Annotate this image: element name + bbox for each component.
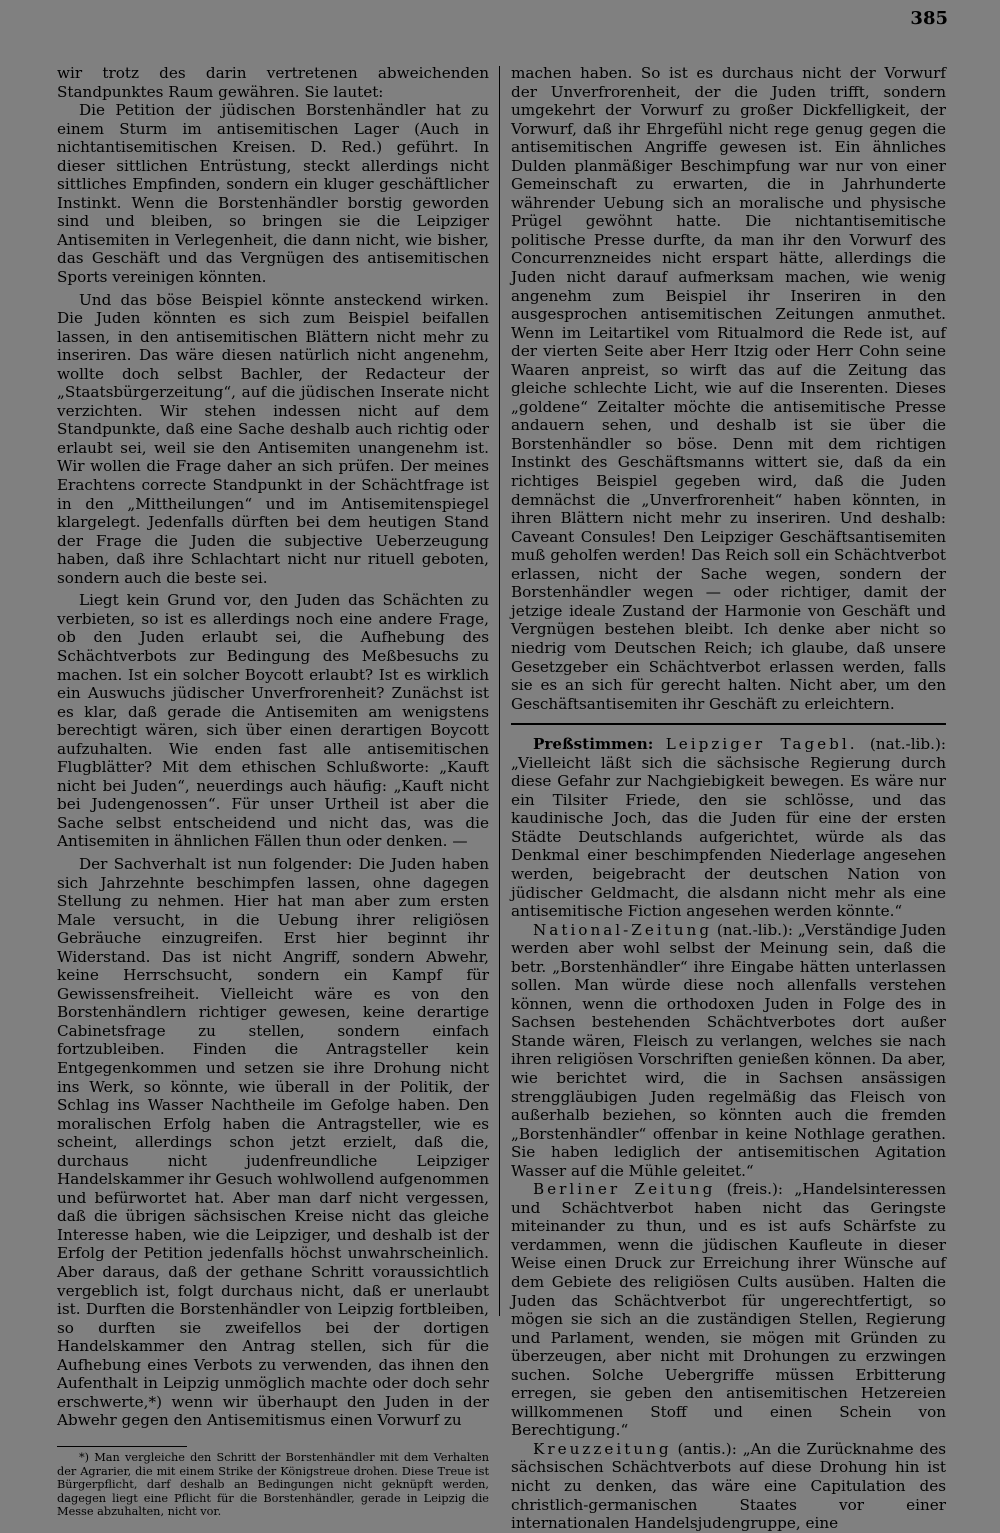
right-column xyxy=(511,64,946,1533)
press-entry xyxy=(511,735,946,920)
press-source-name: Berliner Zeitung xyxy=(533,1180,716,1199)
paragraph: Und das böse Beispiel könnte ansteckend wirken. Die Juden könnten es sich zum Beispiel beifallen lassen, in den antisemitischen Blättern nicht mehr zu inseriren. Das wäre diesen natürlich nicht angenehm, wollte doch selbst Bachler, der Redacteur der „Staatsbürgerzeitung“, auf die jüdischen Inserate nicht verzichten. Wir stehen indessen nicht auf dem Standpunkte, daß eine Sache deshalb auch richtig oder erlaubt sei, weil sie den Antisemiten unangenehm ist. Wir wollen die Frage daher an sich prüfen. Der meines Erachtens correcte Standpunkt in der Schächtfrage ist in den „Mittheilungen“ und im Antisemitenspiegel klargelegt. Jedenfalls dürften bei dem heutigen Stand der Frage die Juden die subjective Ueberzeugung haben, daß ihre Schlachtart nicht nur rituell geboten, sondern auch die beste sei. xyxy=(57,290,489,587)
press-source-name: Leipziger Tagebl. xyxy=(665,735,858,754)
press-quote: (antis.): „An die Zurücknahme des sächsischen Schächtverbots auf diese Drohung hin ist nicht zu denken, das wäre eine Capitulation des christlich-germanischen Staates vor einer internationalen Handelsjudengruppe, eine xyxy=(511,1439,946,1533)
column-divider xyxy=(499,66,500,1316)
press-entry xyxy=(511,1440,946,1533)
press-quote: (nat.-lib.): „Verständige Juden werden aber wohl selbst der Meinung sein, daß die betr. „Borstenhändler“ ihre Eingabe hätten unterlassen sollen. Man würde diese noch allenfalls verstehen können, wenn die orthodoxen Juden in Folge des in Sachsen bestehenden Schächtverbotes dort außer Stande wären, Fleisch zu verlangen, welches sie nach ihren religiösen Vorschriften genießen können. Da aber, wie berichtet wird, die in Sachsen ansässigen strenggläubigen Juden regelmäßig das Fleisch von außerhalb beziehen, so könnten auch die fremden „Borstenhändler“ offenbar in keine Nothlage gerathen. Sie haben lediglich der antisemitischen Agitation Wasser auf die Mühle geleitet.“ xyxy=(511,920,946,1180)
press-source-name: National-Zeitung xyxy=(533,920,713,939)
paragraph: Liegt kein Grund vor, den Juden das Schächten zu verbieten, so ist es allerdings noch eine andere Frage, ob den Juden erlaubt sei, die Aufhebung des Schächtverbots zur Bedingung des Meßbesuchs zu machen. Ist ein solcher Boycott erlaubt? Ist es wirklich ein Auswuchs jüdischer Unverfrorenheit? Zunächst ist es klar, daß gerade die Antisemiten am wenigstens berechtigt wären, sich über einen derartigen Boycott aufzuhalten. Wie enden fast alle antisemitischen Flugblätter? Mit dem ethischen Schlußworte: „Kauft nicht bei Juden“, neuerdings auch häufig: „Kauft nicht bei Judengenossen“. Für unser Urtheil ist aber die Sache selbst entscheidend und nicht das, was die Antisemiten in ähnlichen Fällen thun oder denken. — xyxy=(57,591,489,851)
press-entry xyxy=(511,1180,946,1440)
press-quote: (freis.): „Handelsinteressen und Schächtverbot haben nicht das Geringste miteinander zu thun, und es ist aufs Schärfste zu verdammen, wenn die jüdischen Kaufleute in dieser Weise einen Druck zur Erreichung ihrer Wünsche auf dem Gebiete des religiösen Cults ausüben. Halten die Juden das Schächtverbot für ungerechtfertigt, so mögen sie sich an die zuständigen Stellen, Regierung und Parlament, wenden, sie mögen mit Gründen zu überzeugen, aber nicht mit Drohungen zu erzwingen suchen. Solche Uebergriffe müssen Erbitterung erregen, sie geben den antisemitischen Hetzereien willkommenen Stoff und einen Schein von Berechtigung.“ xyxy=(511,1180,946,1440)
paragraph: Die Petition der jüdischen Borstenhändler hat zu einem Sturm im antisemitischen Lager (Auch in nichtantisemitischen Kreisen. D. Red.) geführt. In dieser sittlichen Entrüstung, steckt allerdings nicht sittliches Empfinden, sondern ein kluger geschäftlicher Instinkt. Wenn die Borstenhändler borstig geworden sind und bleiben, so bringen sie die Leipziger Antisemiten in Verlegenheit, die dann nicht, wie bisher, das Geschäft und das Vergnügen des antisemitischen Sports vereinigen könnten. xyxy=(57,101,489,287)
section-divider xyxy=(511,723,946,725)
press-entry xyxy=(511,921,946,1181)
paragraph: machen haben. So ist es durchaus nicht der Vorwurf der Unverfrorenheit, der die Juden trifft, sondern umgekehrt der Vorwurf zu großer Dickfelligkeit, der Vorwurf, daß ihr Ehrgefühl nicht rege genug gegen die antisemitischen Angriffe gewesen ist. Ein ähnliches Dulden planmäßiger Beschimpfung war nur von einer Gemeinschaft zu erwarten, die in Jahrhunderte währender Uebung sich an moralische und physische Prügel gewöhnt hatte. Die nichtantisemitische politische Presse durfte, da man ihr den Vorwurf des Concurrenzneides nicht erspart hätte, allerdings die Juden nicht darauf aufmerksam machen, wie wenig angenehm zum Beispiel ihr Inseriren in den ausgesprochen antisemitischen Zeitungen anmuthet. Wenn im Leitartikel vom Ritualmord die Rede ist, auf der vierten Seite aber Herr Itzig oder Herr Cohn seine Waaren anpreist, so wirft das auf die Zeitung das gleiche schlechte Licht, wie auf die Inserenten. Dieses „goldene“ Zeitalter möchte die antisemitische Presse andauern sehen, und deshalb ist sie über die Borstenhändler so böse. Denn mit dem richtigen Instinkt des Geschäftsmanns wittert sie, daß da ein richtiges Beispiel gegeben wird, daß die Juden demnächst die „Unverfrorenheit“ haben könnten, in ihren Blättern nicht mehr zu inseriren. Und deshalb: Caveant Consules! Den Leipziger Geschäftsantisemiten muß geholfen werden! Das Reich soll ein Schächtverbot erlassen, nicht der Sache wegen, sondern der Borstenhändler wegen — oder richtiger, damit der jetzige ideale Zustand der Harmonie von Geschäft und Vergnügen bestehen bleibt. Ich denke aber nicht so niedrig vom Deutschen Reich; ich glaube, daß unsere Gesetzgeber ein Schächtverbot erlassen werden, falls sie es an sich für gerecht halten. Nicht aber, um den Geschäftsantisemiten ihr Geschäft zu erleichtern. xyxy=(511,64,946,713)
press-quote: (nat.-lib.): „Vielleicht läßt sich die sächsische Regierung durch diese Gefahr zur Nachgiebigkeit bewegen. Es wäre nur ein Tilsiter Friede, den sie schlösse, und das kaudinische Joch, das die Juden für eine der ersten Städte Deutschlands aufgerichtet, würde als das Denkmal einer beschimpfenden Niederlage angesehen werden, beigebracht der deutschen Nation von jüdischer Geldmacht, die alsdann nicht mehr als eine antisemitische Fiction angesehen werden könnte.“ xyxy=(511,735,946,921)
footnote-divider xyxy=(57,1446,187,1447)
paragraph: Der Sachverhalt ist nun folgender: Die Juden haben sich Jahrzehnte beschimpfen lassen, ohne dagegen Stellung zu nehmen. Hier hat man aber zum ersten Male versucht, in die Uebung ihrer religiösen Gebräuche einzugreifen. Erst hier beginnt ihr Widerstand. Das ist nicht Angriff, sondern Abwehr, keine Herrschsucht, sondern ein Kampf für Gewissensfreiheit. Vielleicht wäre es von den Borstenhändlern richtiger gewesen, keine derartige Cabinetsfrage zu stellen, sondern einfach fortzubleiben. Finden die Antragsteller kein Entgegenkommen und setzen sie ihre Drohung nicht ins Werk, so könnte, wie überall in der Politik, der Schlag ins Wasser Nachtheile im Gefolge haben. Den moralischen Erfolg haben die Antragsteller, wie es scheint, allerdings schon jetzt erzielt, daß die, durchaus nicht judenfreundliche Leipziger Handelskammer ihr Gesuch wohlwollend aufgenommen und befürwortet hat. Aber man darf nicht vergessen, daß die übrigen sächsischen Kreise nicht das gleiche Interesse haben, wie die Leipziger, und deshalb ist der Erfolg der Petition jedenfalls höchst unwahrscheinlich. Aber daraus, daß der gethane Schritt voraussichtlich vergeblich ist, folgt durchaus nicht, daß er unerlaubt ist. Durften die Borstenhändler von Leipzig fortbleiben, so durften sie zweifellos bei der dortigen Handelskammer den Antrag stellen, sich für die Aufhebung eines Verbots zu verwenden, das ihnen den Aufenthalt in Leipzig unmöglich machte oder doch sehr erschwerte,*) wenn wir überhaupt den Juden in der Abwehr gegen den Antisemitismus einen Vorwurf zu xyxy=(57,854,489,1430)
press-heading: Preßstimmen: xyxy=(533,735,654,754)
press-source-name: Kreuzzeitung xyxy=(533,1439,672,1458)
page-number: 385 xyxy=(910,8,948,29)
paragraph: wir trotz des darin vertretenen abweichenden Standpunktes Raum gewähren. Sie lautet: xyxy=(57,64,489,101)
footnote: *) Man vergleiche den Schritt der Borstenhändler mit dem Verhalten der Agrarier, die mit einem Strike der Königstreue drohen. Diese Treue ist Bürgerpflicht, darf deshalb an Bedingungen nicht geknüpft werden, dagegen liegt eine Pflicht für die Borstenhändler, gerade in Leipzig die Messe abzuhalten, nicht vor. xyxy=(57,1450,489,1519)
left-column xyxy=(57,64,489,1519)
